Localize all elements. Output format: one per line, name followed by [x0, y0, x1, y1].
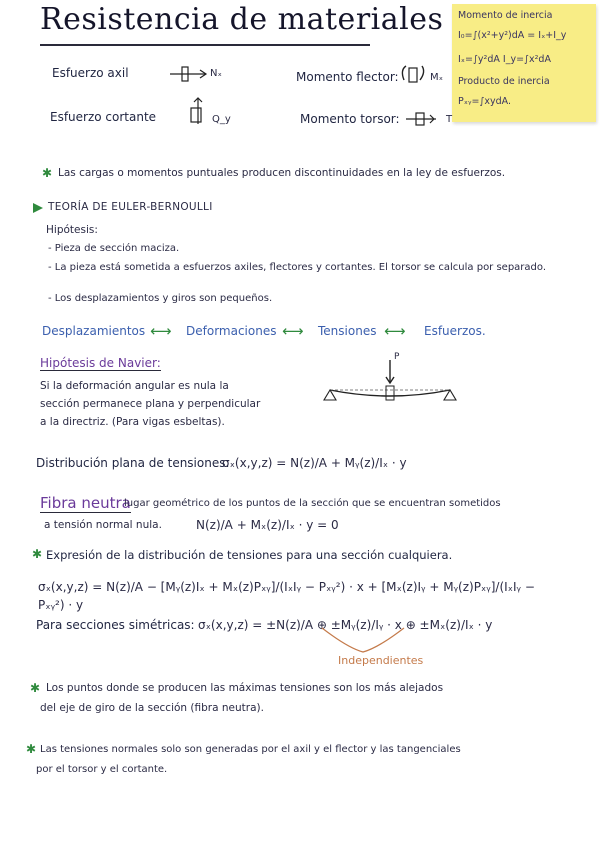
expresion-formula: σₓ(x,y,z) = N(z)/A − [Mᵧ(z)Iₓ + Mₓ(z)Pₓᵧ]/(IₓIᵧ − Pₓᵧ²) · x + [Mₓ(z)Iᵧ + Mᵧ(z)Pₓᵧ]/(IₓIᵧ − Pₓᵧ²) · y — [38, 580, 535, 612]
sticky-line: Pₓᵧ=∫xydA. — [458, 96, 512, 107]
independientes-tag: Independientes — [338, 654, 424, 667]
esfuerzo-cortante-label: Esfuerzo cortante — [50, 110, 157, 124]
navier-line: a la directriz. (Para vigas esbeltas). — [40, 416, 225, 428]
navier-heading: Hipótesis de Navier: — [40, 356, 161, 370]
double-arrow-icon: ⟷ — [282, 322, 304, 340]
distribucion-formula: σₓ(x,y,z) = N(z)/A + Mᵧ(z)/Iₓ · y — [222, 456, 407, 470]
fibra-text: a tensión normal nula. — [44, 519, 162, 531]
hipotesis-item: - Pieza de sección maciza. — [48, 243, 180, 254]
axil-symbol: Nₓ — [210, 68, 222, 79]
double-arrow-icon: ⟷ — [150, 322, 172, 340]
euler-heading: TEORÍA DE EULER-BERNOULLI — [48, 201, 213, 213]
double-arrow-icon: ⟷ — [384, 322, 406, 340]
flector-diagram-icon — [398, 60, 428, 86]
momento-flector-label: Momento flector: — [296, 70, 399, 84]
expresion-heading: Expresión de la distribución de tensiones para una sección cualquiera. — [46, 548, 453, 562]
star-icon: ✱ — [30, 681, 41, 695]
sticky-note — [452, 4, 596, 122]
sticky-line: Iₓ=∫y²dA I_y=∫x²dA — [458, 54, 551, 65]
axil-diagram-icon — [168, 62, 208, 82]
torsor-diagram-icon — [404, 110, 438, 128]
chain-desplazamientos: Desplazamientos — [42, 324, 146, 338]
tensiones-text: por el torsor y el cortante. — [36, 764, 168, 775]
torsor-symbol: T — [446, 114, 453, 125]
maximas-text: del eje de giro de la sección (fibra neutra). — [40, 702, 264, 714]
sticky-line: Producto de inercia — [458, 76, 550, 87]
sticky-line: Momento de inercia — [458, 10, 553, 21]
star-icon: ✱ — [42, 166, 53, 180]
sticky-line: I₀=∫(x²+y²)dA = Iₓ+I_y — [458, 30, 567, 41]
triangle-bullet-icon — [32, 202, 44, 214]
chain-esfuerzos: Esfuerzos. — [424, 324, 486, 338]
esfuerzo-axil-label: Esfuerzo axil — [52, 66, 129, 80]
momento-torsor-label: Momento torsor: — [300, 112, 400, 126]
cortante-symbol: Q_y — [212, 114, 231, 125]
navier-line: sección permanece plana y perpendicular — [40, 398, 261, 410]
cortante-diagram-icon — [186, 96, 212, 126]
chain-deformaciones: Deformaciones — [186, 324, 277, 338]
distribucion-label: Distribución plana de tensiones: — [36, 456, 230, 470]
cargas-note: Las cargas o momentos puntuales producen discontinuidades en la ley de esfuerzos. — [58, 167, 506, 179]
hipotesis-label: Hipótesis: — [46, 224, 98, 236]
fibra-formula: N(z)/A + Mₓ(z)/Iₓ · y = 0 — [196, 518, 339, 532]
fibra-heading: Fibra neutra — [40, 494, 131, 512]
simetricas-label: Para secciones simétricas: — [36, 618, 195, 632]
fibra-text: lugar geométrico de los puntos de la sección que se encuentran sometidos — [124, 498, 501, 509]
hipotesis-item: - Los desplazamientos y giros son pequeños. — [48, 293, 273, 304]
navier-line: Si la deformación angular es nula la — [40, 380, 229, 392]
maximas-text: Los puntos donde se producen las máximas tensiones son los más alejados — [46, 682, 444, 694]
flector-symbol: Mₓ — [430, 72, 444, 83]
simetricas-formula: σₓ(x,y,z) = ±N(z)/A ⊕ ±Mᵧ(z)/Iᵧ · x ⊕ ±Mₓ(z)/Iₓ · y — [198, 618, 493, 632]
page-title: Resistencia de materiales — [40, 2, 444, 37]
beam-load-label: P — [394, 352, 400, 362]
beam-diagram — [320, 354, 460, 414]
tensiones-text: Las tensiones normales solo son generadas por el axil y el flector y las tangenciales — [40, 744, 461, 755]
chain-tensiones: Tensiones — [318, 324, 377, 338]
hipotesis-item: - La pieza está sometida a esfuerzos axiles, flectores y cortantes. El torsor se calcula por separado. — [48, 262, 547, 273]
star-icon: ✱ — [26, 742, 37, 756]
independientes-brace — [318, 626, 408, 656]
title-underline — [40, 44, 370, 46]
star-icon: ✱ — [32, 547, 43, 561]
